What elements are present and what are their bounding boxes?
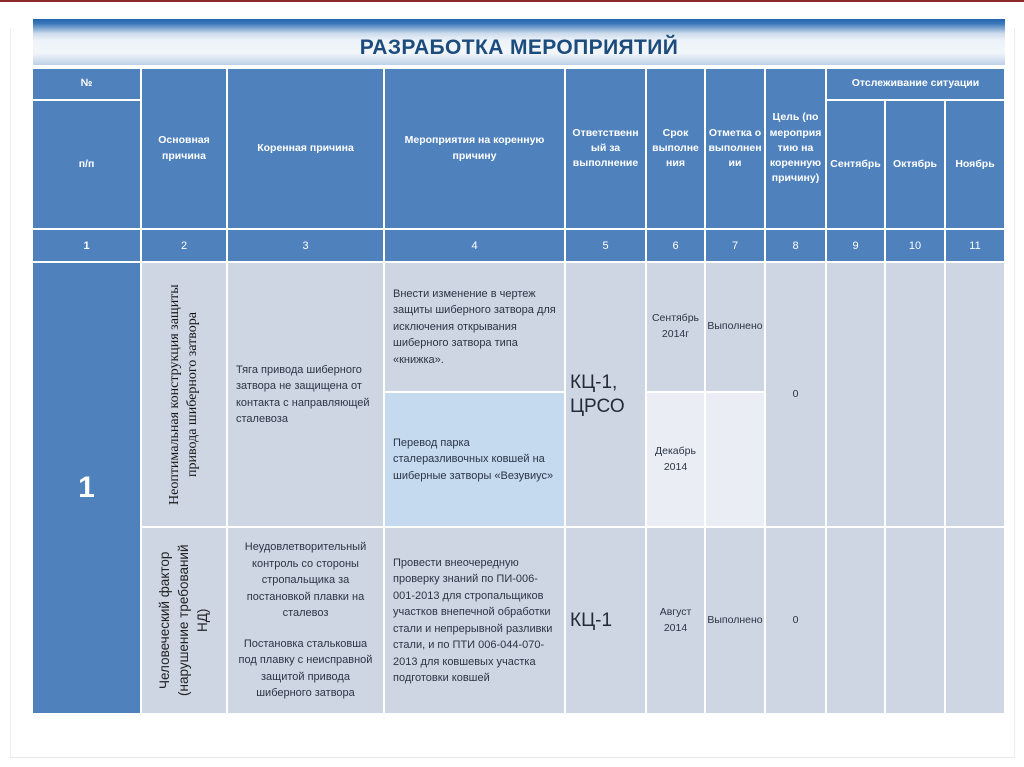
cell-deadline-2: Август 2014 — [647, 528, 704, 713]
cell-main-cause-1 — [142, 263, 226, 526]
main-cause-1-rotated-text: Неоптимальная конструкция защиты привода шиберного затвора — [166, 284, 200, 505]
col-index-4: 4 — [385, 230, 564, 261]
cell-root-cause-2 — [228, 528, 383, 713]
header-month-october: Октябрь — [886, 101, 944, 228]
cell-responsible-2: КЦ-1 — [566, 528, 645, 713]
header-responsible: Ответственный за выполнение — [566, 69, 645, 228]
cell-measure-1a: Внести изменение в чертеж защиты шиберного затвора для исключения открывания шиберного затвора типа «книжка». — [385, 263, 564, 391]
header-main-cause: Основная причина — [142, 69, 226, 228]
cell-mark-1b-empty — [706, 393, 764, 526]
slide-right-edge — [1014, 28, 1015, 757]
cell-mark-2: Выполнено — [706, 528, 764, 713]
cell-track-1-november — [946, 263, 1004, 526]
cell-goal-2: 0 — [766, 528, 825, 713]
cell-main-cause-2 — [142, 528, 226, 713]
col-index-11: 11 — [946, 230, 1004, 261]
cell-deadline-1b: Декабрь 2014 — [647, 393, 704, 526]
col-index-7: 7 — [706, 230, 764, 261]
header-month-september: Сентябрь — [827, 101, 884, 228]
col-index-6: 6 — [647, 230, 704, 261]
cell-responsible-1: КЦ-1, ЦРСО — [566, 263, 645, 526]
main-cause-2-rotated-text: Человеческий фактор (нарушение требований НД) — [156, 544, 210, 697]
root-cause-2-paragraph-1: Неудовлетворительный контроль со стороны стропальщика за постановкой плавки на сталевоз — [244, 541, 367, 620]
row-number-cell: 1 — [33, 263, 140, 713]
header-pp: п/п — [33, 101, 140, 228]
slide-title-banner — [33, 19, 1005, 65]
header-no: № — [33, 69, 140, 99]
cell-deadline-1a: Сентябрь 2014г — [647, 263, 704, 391]
header-root-cause: Коренная причина — [228, 69, 383, 228]
cell-goal-1: 0 — [766, 263, 825, 526]
col-index-2: 2 — [142, 230, 226, 261]
slide-title: РАЗРАБОТКА МЕРОПРИЯТИЙ — [359, 36, 679, 59]
header-month-november: Ноябрь — [946, 101, 1004, 228]
col-index-5: 5 — [566, 230, 645, 261]
slide-left-edge — [10, 28, 11, 757]
cell-track-1-september — [827, 263, 884, 526]
header-measures: Мероприятия на коренную причину — [385, 69, 564, 228]
header-deadline: Срок выполнения — [647, 69, 704, 228]
header-goal: Цель (по мероприятию на коренную причину) — [766, 69, 825, 228]
measures-table — [33, 69, 1005, 713]
cell-track-2-november — [946, 528, 1004, 713]
header-tracking: Отслеживание ситуации — [827, 69, 1004, 99]
header-mark: Отметка о выполнении — [706, 69, 764, 228]
col-index-8: 8 — [766, 230, 825, 261]
cell-track-1-october — [886, 263, 944, 526]
col-index-3: 3 — [228, 230, 383, 261]
root-cause-2-paragraph-2: Постановка стальковша под плавку с неисправной защитой привода шиберного затвора — [238, 637, 373, 700]
cell-root-cause-1: Тяга привода шиберного затвора не защищена от контакта с направляющей сталевоза — [228, 263, 383, 526]
col-index-9: 9 — [827, 230, 884, 261]
slide-top-accent-line — [0, 0, 1024, 2]
cell-measure-2: Провести внеочередную проверку знаний по ПИ-006-001-2013 для стропальщиков участков внепечной обработки стали и непрерывной разливки стали, и по ПТИ 006-044-070-2013 для ковшевых участка подготовки ковшей — [385, 528, 564, 713]
cell-track-2-october — [886, 528, 944, 713]
col-index-10: 10 — [886, 230, 944, 261]
cell-mark-1a: Выполнено — [706, 263, 764, 391]
col-index-1: 1 — [33, 230, 140, 261]
slide-bottom-edge — [10, 757, 1015, 758]
cell-track-2-september — [827, 528, 884, 713]
cell-measure-1b: Перевод парка сталеразливочных ковшей на шиберные затворы «Везувиус» — [385, 393, 564, 526]
